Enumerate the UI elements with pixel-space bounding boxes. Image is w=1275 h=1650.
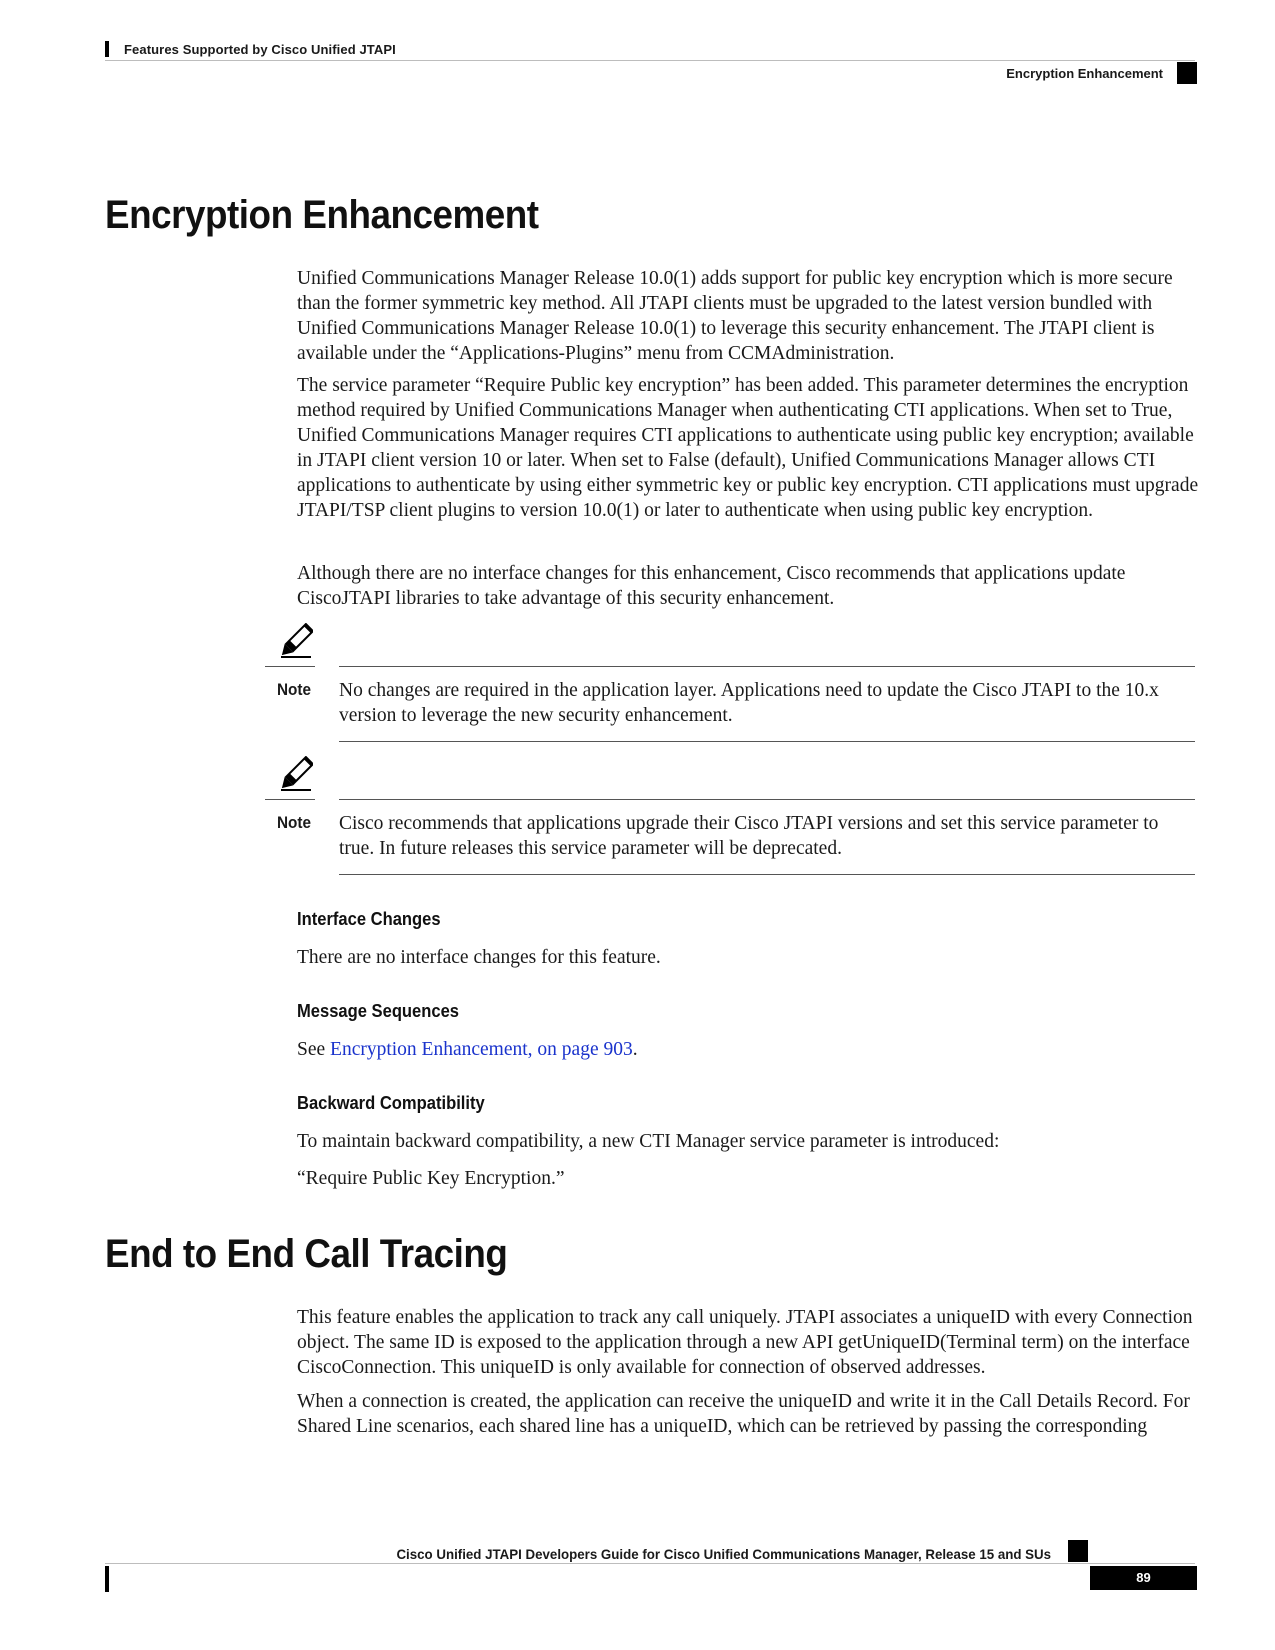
section-body bbox=[297, 373, 1202, 523]
paragraph: There are no interface changes for this feature. bbox=[297, 947, 661, 968]
header-marker bbox=[1177, 62, 1197, 84]
subsection-heading: Message Sequences bbox=[297, 1001, 460, 1021]
paragraph: The service parameter “Require Public key encryption” has been added. This parameter determines the encryption method required by Unified Communications Manager when authenticating CTI applications. When set to True, Unified Communications Manager requires CTI applications to authenticate using public key encryption; available in JTAPI client version 10 or later. When set to False (default), Unified Communications Manager allows CTI applications to authenticate by using either symmetric key or public key encryption. CTI applications must upgrade JTAPI/TSP client plugins to version 10.0(1) or later to authenticate when using public key encryption. bbox=[297, 375, 1199, 521]
subsection-backward-compatibility bbox=[297, 1093, 501, 1114]
section-body bbox=[297, 266, 1202, 366]
pencil-icon bbox=[279, 623, 313, 659]
section-title: Encryption Enhancement bbox=[105, 193, 539, 237]
footer-title: Cisco Unified JTAPI Developers Guide for Cisco Unified Communications Manager, Release 15 and SUs bbox=[396, 1546, 1051, 1562]
subsection-body bbox=[297, 1129, 1202, 1154]
link-suffix: . bbox=[632, 1039, 638, 1060]
note-label: Note bbox=[277, 813, 312, 832]
subsection-interface-changes bbox=[297, 909, 453, 930]
subsection-heading: Backward Compatibility bbox=[297, 1093, 485, 1113]
page-number: 89 bbox=[1090, 1566, 1197, 1590]
note-box bbox=[265, 756, 1195, 876]
section-body bbox=[297, 561, 1202, 611]
see-prefix: See bbox=[297, 1039, 331, 1060]
footer-marker bbox=[1068, 1540, 1088, 1562]
header-section-title: Encryption Enhancement bbox=[1006, 66, 1163, 81]
section-call-tracing bbox=[105, 1232, 542, 1277]
note-label: Note bbox=[277, 680, 312, 699]
subsection-message-sequences bbox=[297, 1001, 473, 1022]
subsection-body bbox=[297, 1037, 1202, 1062]
cross-reference-link[interactable]: Encryption Enhancement, on page 903 bbox=[330, 1039, 633, 1060]
quoted-parameter: “Require Public Key Encryption.” bbox=[297, 1168, 565, 1189]
header-rule bbox=[105, 60, 1195, 61]
note-rule bbox=[339, 799, 1195, 800]
footer-rule bbox=[105, 1563, 1195, 1564]
paragraph: This feature enables the application to track any call uniquely. JTAPI associates a uniqueID with every Connection object. The same ID is exposed to the application through a new API getUniqueID(Terminal term) on the interface CiscoConnection. This uniqueID is only available for connection of observed addresses. bbox=[297, 1307, 1193, 1378]
subsection-heading: Interface Changes bbox=[297, 909, 441, 929]
note-text: No changes are required in the application layer. Applications need to update the Cisco JTAPI to the 10.x version to leverage the new security enhancement. bbox=[339, 680, 1159, 726]
section-encryption bbox=[105, 193, 576, 238]
header-chapter-title: Features Supported by Cisco Unified JTAPI bbox=[124, 42, 396, 57]
paragraph: Unified Communications Manager Release 10.0(1) adds support for public key encryption which is more secure than the former symmetric key method. All JTAPI clients must be upgraded to the latest version bundled with Unified Communications Manager Release 10.0(1) to leverage this security enhancement. The JTAPI client is available under the “Applications-Plugins” menu from CCMAdministration. bbox=[297, 268, 1173, 364]
subsection-body bbox=[297, 1166, 1202, 1191]
section-body bbox=[297, 1305, 1202, 1380]
note-rule bbox=[265, 666, 315, 667]
header-left-bar bbox=[105, 41, 109, 57]
paragraph: To maintain backward compatibility, a new CTI Manager service parameter is introduced: bbox=[297, 1131, 1000, 1152]
paragraph: When a connection is created, the application can receive the uniqueID and write it in the Call Details Record. For Shared Line scenarios, each shared line has a uniqueID, which can be retrieved by passing the corresponding bbox=[297, 1391, 1190, 1437]
pencil-icon bbox=[279, 756, 313, 792]
note-rule bbox=[339, 874, 1195, 875]
section-body bbox=[297, 1389, 1202, 1439]
subsection-body bbox=[297, 945, 1202, 970]
section-title: End to End Call Tracing bbox=[105, 1232, 508, 1276]
paragraph: Although there are no interface changes for this enhancement, Cisco recommends that applications update CiscoJTAPI libraries to take advantage of this security enhancement. bbox=[297, 563, 1126, 609]
note-box bbox=[265, 623, 1195, 743]
note-text: Cisco recommends that applications upgrade their Cisco JTAPI versions and set this service parameter to true. In future releases this service parameter will be deprecated. bbox=[339, 813, 1159, 859]
footer-left-bar bbox=[105, 1566, 109, 1592]
paragraph bbox=[297, 1037, 1202, 1062]
note-rule bbox=[339, 741, 1195, 742]
note-rule bbox=[339, 666, 1195, 667]
note-rule bbox=[265, 799, 315, 800]
